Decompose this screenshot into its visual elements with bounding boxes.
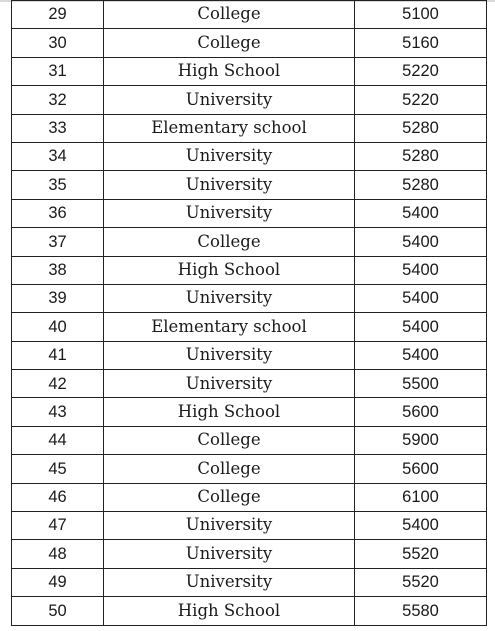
value-cell: 5580 <box>355 597 487 625</box>
row-number-cell: 37 <box>12 228 104 256</box>
value-cell: 5280 <box>355 114 487 142</box>
table-row <box>12 1 487 29</box>
value-cell: 5220 <box>355 57 487 85</box>
education-cell: University <box>104 341 355 369</box>
education-cell: University <box>104 370 355 398</box>
value-cell: 5520 <box>355 568 487 596</box>
value-cell: 5500 <box>355 370 487 398</box>
row-number-cell: 39 <box>12 284 104 312</box>
table-row <box>12 171 487 199</box>
education-cell: University <box>104 199 355 227</box>
value-cell: 5220 <box>355 86 487 114</box>
row-number-cell: 41 <box>12 341 104 369</box>
education-cell: College <box>104 455 355 483</box>
education-cell: College <box>104 483 355 511</box>
table-row <box>12 199 487 227</box>
education-cell: College <box>104 29 355 57</box>
row-number-cell: 38 <box>12 256 104 284</box>
education-cell: University <box>104 284 355 312</box>
value-cell: 5280 <box>355 171 487 199</box>
table-body <box>12 1 487 626</box>
table-row <box>12 483 487 511</box>
education-cell: High School <box>104 597 355 625</box>
row-number-cell: 29 <box>12 1 104 29</box>
table-row <box>12 370 487 398</box>
row-number-cell: 46 <box>12 483 104 511</box>
value-cell: 5400 <box>355 199 487 227</box>
row-number-cell: 34 <box>12 142 104 170</box>
table-row <box>12 540 487 568</box>
education-cell: University <box>104 142 355 170</box>
row-number-cell: 40 <box>12 313 104 341</box>
row-number-cell: 42 <box>12 370 104 398</box>
table-row <box>12 455 487 483</box>
table-row <box>12 426 487 454</box>
table-row <box>12 568 487 596</box>
education-cell: University <box>104 512 355 540</box>
value-cell: 5400 <box>355 256 487 284</box>
education-cell: High School <box>104 256 355 284</box>
value-cell: 5600 <box>355 398 487 426</box>
value-cell: 5520 <box>355 540 487 568</box>
table-row <box>12 284 487 312</box>
value-cell: 5400 <box>355 341 487 369</box>
value-cell: 5600 <box>355 455 487 483</box>
row-number-cell: 47 <box>12 512 104 540</box>
row-number-cell: 36 <box>12 199 104 227</box>
row-number-cell: 48 <box>12 540 104 568</box>
table-row <box>12 142 487 170</box>
education-cell: University <box>104 171 355 199</box>
table-row <box>12 114 487 142</box>
table-row <box>12 597 487 625</box>
value-cell: 5400 <box>355 512 487 540</box>
row-number-cell: 30 <box>12 29 104 57</box>
data-table <box>11 0 487 626</box>
row-number-cell: 33 <box>12 114 104 142</box>
value-cell: 5280 <box>355 142 487 170</box>
education-cell: Elementary school <box>104 313 355 341</box>
value-cell: 5400 <box>355 313 487 341</box>
row-number-cell: 31 <box>12 57 104 85</box>
value-cell: 5900 <box>355 426 487 454</box>
education-cell: University <box>104 568 355 596</box>
value-cell: 5100 <box>355 1 487 29</box>
table-row <box>12 341 487 369</box>
value-cell: 5160 <box>355 29 487 57</box>
row-number-cell: 43 <box>12 398 104 426</box>
row-number-cell: 45 <box>12 455 104 483</box>
row-number-cell: 49 <box>12 568 104 596</box>
education-cell: High School <box>104 57 355 85</box>
table-row <box>12 29 487 57</box>
education-cell: College <box>104 426 355 454</box>
table-row <box>12 57 487 85</box>
education-cell: University <box>104 540 355 568</box>
row-number-cell: 50 <box>12 597 104 625</box>
table-row <box>12 86 487 114</box>
education-cell: University <box>104 86 355 114</box>
table-row <box>12 512 487 540</box>
table-row <box>12 256 487 284</box>
education-cell: Elementary school <box>104 114 355 142</box>
education-cell: College <box>104 1 355 29</box>
value-cell: 6100 <box>355 483 487 511</box>
row-number-cell: 35 <box>12 171 104 199</box>
row-number-cell: 44 <box>12 426 104 454</box>
table-row <box>12 313 487 341</box>
education-cell: High School <box>104 398 355 426</box>
row-number-cell: 32 <box>12 86 104 114</box>
value-cell: 5400 <box>355 284 487 312</box>
table-row <box>12 228 487 256</box>
value-cell: 5400 <box>355 228 487 256</box>
table-row <box>12 398 487 426</box>
education-cell: College <box>104 228 355 256</box>
